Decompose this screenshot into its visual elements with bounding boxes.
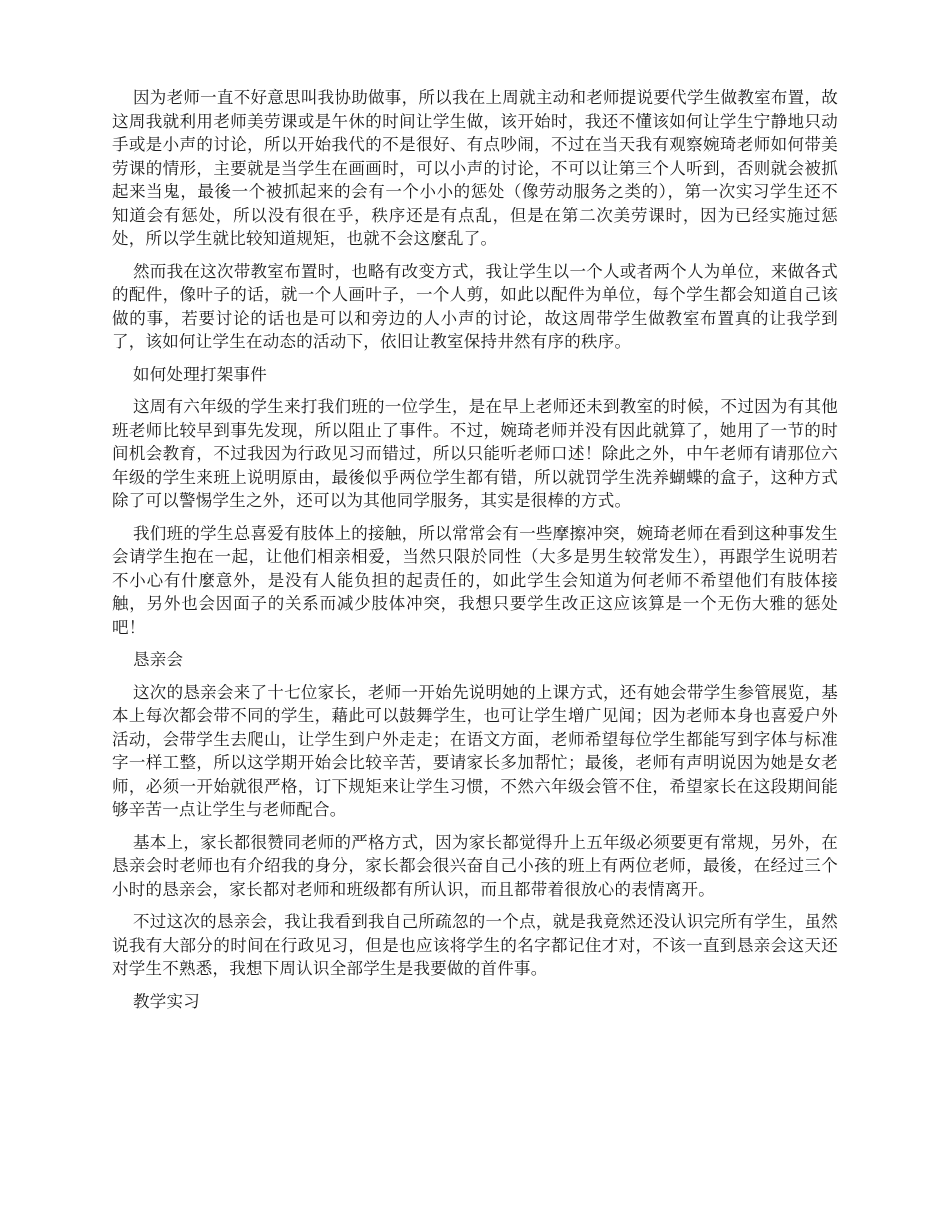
- document-body: [112, 86, 838, 1013]
- paragraph-reflection: 不过这次的恳亲会，我让我看到我自己所疏忽的一个点，就是我竟然还没认识完所有学生，虽然说我有大部分的时间在行政见习，但是也应该将学生的名字都记住才对，不该一直到恳亲会这天还对学生不熟悉，我想下周认识全部学生是我要做的首件事。: [112, 912, 838, 978]
- paragraph-physical-contact: 我们班的学生总喜爱有肢体上的接触，所以常常会有一些摩擦冲突，婉琦老师在看到这种事发生会请学生抱在一起，让他们相亲相爱，当然只限於同性（大多是男生较常发生），再跟学生说明若不小心有什麼意外，是没有人能负担的起责任的，如此学生会知道为何老师不希望他们有肢体接触，另外也会因面子的关系而减少肢体冲突，我想只要学生改正这应该算是一个无伤大雅的惩处吧！: [112, 523, 838, 637]
- paragraph-classroom-decoration: 因为老师一直不好意思叫我协助做事，所以我在上周就主动和老师提说要代学生做教室布置，故这周我就利用老师美劳课或是午休的时间让学生做，该开始时，我还不懂该如何让学生宁静地只动手或是小声的讨论，所以开始我代的不是很好、有点吵闹，不过在当天我有观察婉琦老师如何带美劳课的情形，主要就是当学生在画画时，可以小声的讨论，不可以让第三个人听到，否则就会被抓起来当鬼，最後一个被抓起来的会有一个小小的惩处（像劳动服务之类的），第一次实习学生还不知道会有惩处，所以没有很在乎，秩序还是有点乱，但是在第二次美劳课时，因为已经实施过惩处，所以学生就比较知道规矩，也就不会这麼乱了。: [112, 88, 838, 248]
- paragraph-method-change: 然而我在这次带教室布置时，也略有改变方式，我让学生以一个人或者两个人为单位，来做各式的配件，像叶子的话，就一个人画叶子，一个人剪，如此以配件为单位，每个学生都会知道自己该做的事，若要讨论的话也是可以和旁边的人小声的讨论，故这周带学生做教室布置真的让我学到了，该如何让学生在动态的活动下，依旧让教室保持井然有序的秩序。: [112, 261, 838, 351]
- paragraph-parent-meeting-content: 这次的恳亲会来了十七位家长，老师一开始先说明她的上课方式，还有她会带学生参管展览，基本上每次都会带不同的学生，藉此可以鼓舞学生，也可让学生增广见闻；因为老师本身也喜爱户外活动，会带学生去爬山，让学生到户外走走；在语文方面，老师希望每位学生都能写到字体与标准字一样工整，所以这学期开始会比较辛苦，要请家长多加帮忙；最後，老师有声明说因为她是女老师，必须一开始就很严格，订下规矩来让学生习惯，不然六年级会管不住，希望家长在这段期间能够辛苦一点让学生与老师配合。: [112, 682, 838, 819]
- paragraph-fight-incident: 这周有六年级的学生来打我们班的一位学生，是在早上老师还未到教室的时候，不过因为有其他班老师比较早到事先发现，所以阻止了事件。不过，婉琦老师并没有因此就算了，她用了一节的时间机会教育，不过我因为行政见习而错过，所以只能听老师口述！除此之外，中午老师有请那位六年级的学生来班上说明原由，最後似乎两位学生都有错，所以就罚学生洗养蝴蝶的盒子，这种方式除了可以警惕学生之外，还可以为其他同学服务，其实是很棒的方式。: [112, 397, 838, 510]
- section-heading-fight-handling: 如何处理打架事件: [133, 364, 267, 384]
- section-heading-teaching-practice: 教学实习: [133, 991, 200, 1011]
- section-heading-parent-meeting: 恳亲会: [133, 650, 184, 669]
- paragraph-parent-response: 基本上，家长都很赞同老师的严格方式，因为家长都觉得升上五年级必须要更有常规，另外，在恳亲会时老师也有介绍我的身分，家长都会很兴奋自己小孩的班上有两位老师，最後，在经过三个小时的恳亲会，家长都对老师和班级都有所认识，而且都带着很放心的表情离开。: [112, 832, 838, 899]
